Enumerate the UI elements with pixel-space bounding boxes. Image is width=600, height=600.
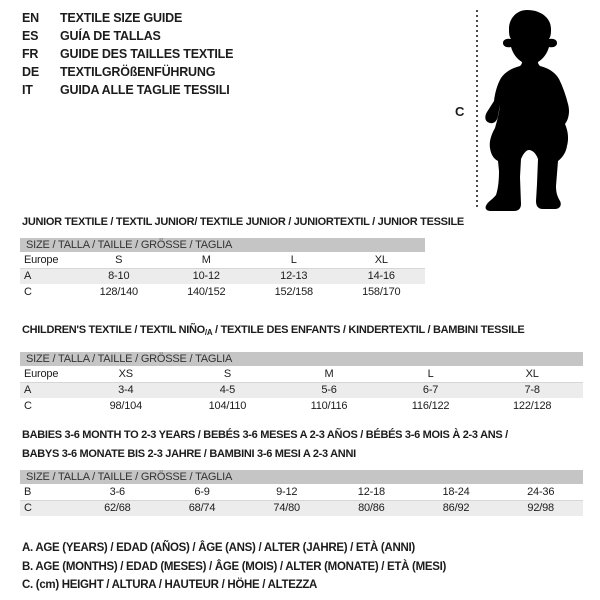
cell-value: 8-10 — [108, 270, 130, 282]
cell-value: 110/116 — [310, 400, 348, 412]
cell-value: 98/104 — [109, 400, 143, 412]
cell-value: 24-36 — [527, 486, 555, 498]
cell-value: 86/92 — [442, 502, 470, 514]
legend-line: C. (cm) HEIGHT / ALTURA / HAUTEUR / HÖHE / ALTEZZA — [22, 579, 318, 591]
language-code: EN — [22, 11, 39, 25]
table-row — [20, 382, 583, 398]
height-dotted-line — [476, 10, 478, 208]
language-row — [22, 81, 233, 99]
cell-value: 80/86 — [358, 502, 385, 514]
cell-value: XL — [374, 254, 388, 266]
table-row — [20, 268, 425, 284]
table-title-segment: / TEXTILE DES ENFANTS / KINDERTEXTIL / BAMBINI TESSILE — [212, 324, 525, 336]
language-row — [22, 9, 233, 27]
language-list — [22, 9, 233, 99]
table-row — [20, 252, 425, 268]
row-label: C — [24, 400, 32, 412]
table-row — [20, 284, 425, 300]
table-title-line — [22, 426, 598, 445]
table-row — [20, 484, 583, 500]
legend-line: B. AGE (MONTHS) / EDAD (MESES) / ÂGE (MOIS) / ALTER (MONATE) / ETÀ (MESI) — [22, 560, 447, 573]
table-header-bar: SIZE / TALLA / TAILLE / GRÖSSE / TAGLIA — [20, 470, 583, 484]
cell-value: 122/128 — [512, 400, 552, 412]
cell-value: 158/170 — [362, 286, 401, 298]
table-title-line — [22, 323, 598, 340]
language-code: DE — [22, 65, 39, 79]
cell-value: 6-7 — [422, 384, 439, 396]
legend — [22, 539, 446, 595]
height-label: C — [455, 104, 465, 119]
table-title-line — [22, 215, 598, 229]
cell-value: 152/158 — [274, 286, 313, 298]
cell-value: 3-6 — [109, 486, 125, 498]
cell-value: XS — [118, 368, 133, 380]
table-title-segment: BABYS 3-6 MONATE BIS 2-3 JAHRE / BAMBINI 3-6 MESI A 2-3 ANNI — [22, 448, 356, 460]
cell-value: M — [324, 368, 334, 380]
table-title-segment: BABIES 3-6 MONTH TO 2-3 YEARS / BEBÉS 3-6 MESES A 2-3 AÑOS / BÉBÉS 3-6 MOIS À 2-3 ANS / — [22, 429, 508, 441]
size-table-children — [20, 323, 598, 414]
cell-value: 5-6 — [321, 384, 337, 396]
cell-value: 7-8 — [524, 384, 540, 396]
language-code: IT — [22, 83, 33, 97]
table-title — [20, 323, 598, 340]
table-row — [20, 500, 583, 516]
language-row — [22, 27, 233, 45]
table-header-bar: SIZE / TALLA / TAILLE / GRÖSSE / TAGLIA — [20, 238, 425, 252]
language-row — [22, 45, 233, 63]
cell-value: 10-12 — [192, 270, 220, 282]
table-header-bar: SIZE / TALLA / TAILLE / GRÖSSE / TAGLIA — [20, 352, 583, 366]
cell-value: 128/140 — [99, 286, 138, 298]
cell-value: 3-4 — [118, 384, 134, 396]
table — [20, 238, 425, 300]
cell-value: 6-9 — [194, 486, 210, 498]
table-title — [20, 426, 598, 464]
baby-silhouette-icon — [484, 9, 574, 211]
cell-value: XL — [525, 368, 539, 380]
language-label: GUIDA ALLE TAGLIE TESSILI — [60, 83, 230, 97]
row-label: Europe — [24, 368, 59, 380]
language-row — [22, 63, 233, 81]
cell-value: 62/68 — [104, 502, 131, 514]
cell-value: 12-13 — [280, 270, 308, 282]
row-label: A — [24, 384, 32, 396]
cell-value: 4-5 — [219, 384, 236, 396]
cell-value: 68/74 — [188, 502, 216, 514]
cell-value: 140/152 — [187, 286, 226, 298]
table — [20, 470, 583, 516]
language-label: TEXTILE SIZE GUIDE — [60, 11, 183, 25]
table-title — [20, 215, 598, 229]
row-label: Europe — [24, 254, 59, 266]
language-label: TEXTILGRÖßENFÜHRUNG — [60, 65, 216, 79]
language-label: GUIDE DES TAILLES TEXTILE — [60, 47, 234, 61]
table-title-line — [22, 445, 598, 464]
table-row — [20, 366, 583, 382]
row-label: B — [24, 486, 32, 498]
table-title-segment: JUNIOR TEXTILE / TEXTIL JUNIOR/ TEXTILE JUNIOR / JUNIORTEXTIL / JUNIOR TESSILE — [22, 216, 464, 228]
cell-value: 104/110 — [208, 400, 247, 412]
table-title-segment: CHILDREN'S TEXTILE / TEXTIL NIÑO — [22, 324, 205, 336]
row-label: C — [24, 286, 32, 298]
size-table-junior — [20, 215, 598, 300]
cell-value: S — [223, 368, 231, 380]
cell-value: L — [427, 368, 434, 380]
cell-value: 74/80 — [273, 502, 300, 514]
language-code: FR — [22, 47, 39, 61]
language-label: GUÍA DE TALLAS — [60, 29, 161, 43]
cell-value: 14-16 — [367, 270, 395, 282]
table-row — [20, 398, 583, 414]
row-label: A — [24, 270, 32, 282]
table — [20, 352, 583, 414]
table-title-segment: /A — [204, 328, 213, 337]
legend-line: A. AGE (YEARS) / EDAD (AÑOS) / ÂGE (ANS) / ALTER (JAHRE) / ETÀ (ANNI) — [22, 542, 415, 554]
row-label: C — [24, 502, 32, 514]
cell-value: 18-24 — [442, 486, 470, 498]
size-table-babies — [20, 426, 598, 516]
cell-value: 116/122 — [411, 400, 450, 412]
cell-value: 92/98 — [527, 502, 554, 514]
cell-value: S — [115, 254, 123, 266]
cell-value: 12-18 — [357, 486, 385, 498]
cell-value: L — [290, 254, 297, 266]
language-code: ES — [22, 29, 39, 43]
cell-value: 9-12 — [276, 486, 298, 498]
cell-value: M — [201, 254, 211, 266]
